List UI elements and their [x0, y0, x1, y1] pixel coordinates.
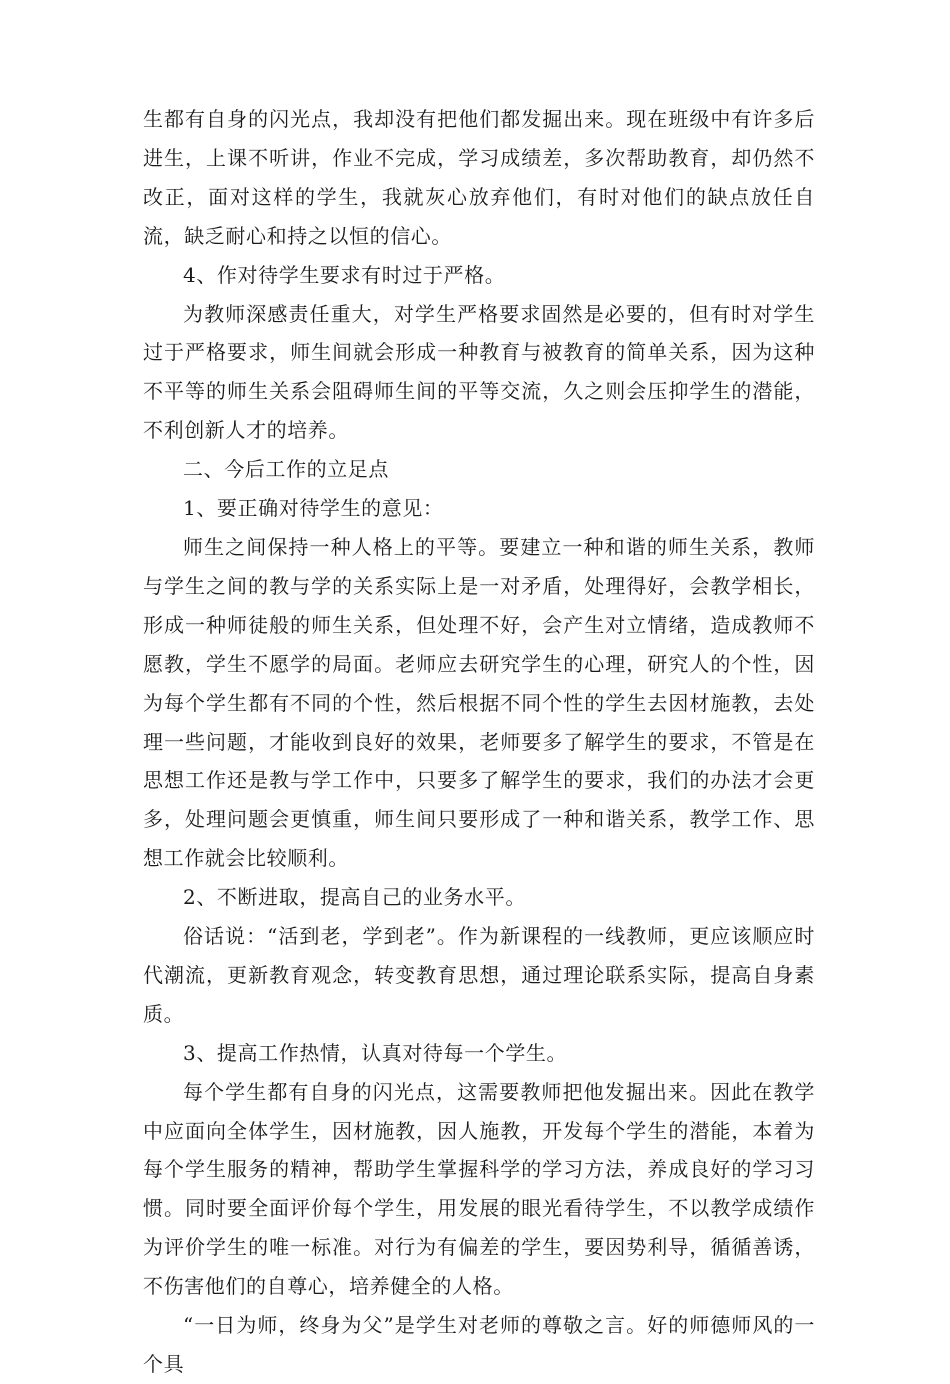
paragraph-teacher-ethics: “一日为师，终身为父”是学生对老师的尊敬之言。好的师德师风的一个具 [143, 1313, 815, 1376]
paragraph-lifelong-learning: 俗话说：“活到老，学到老”。作为新课程的一线教师，更应该顺应时代潮流，更新教育观念，转变教育思想，通过理论联系实际，提高自身素质。 [143, 924, 815, 1026]
section-heading-future-work: 二、今后工作的立足点 [183, 457, 389, 482]
document-body [143, 100, 815, 1384]
paragraph-teacher-student-equality: 师生之间保持一种人格上的平等。要建立一种和谐的师生关系，教师与学生之间的教与学的关系实际上是一对矛盾，处理得好，会教学相长，形成一种师徒般的师生关系，但处理不好，会产生对立情绪，造成教师不愿教，学生不愿学的局面。老师应去研究学生的心理，研究人的个性，因为每个学生都有不同的个性，然后根据不同个性的学生去因材施教，去处理一些问题，才能收到良好的效果，老师要多了解学生的要求，不管是在思想工作还是教与学工作中，只要多了解学生的要求，我们的办法才会更多，处理问题会更慎重，师生间只要形成了一种和谐关系，教学工作、思想工作就会比较顺利。 [143, 534, 815, 871]
point-heading-3: 3、提高工作热情，认真对待每一个学生。 [183, 1040, 568, 1065]
paragraph-every-student: 每个学生都有自身的闪光点，这需要教师把他发掘出来。因此在教学中应面向全体学生，因材施教，因人施教，开发每个学生的潜能，本着为每个学生服务的精神，帮助学生掌握科学的学习方法，养成良好的学习习惯。同时要全面评价每个学生，用发展的眼光看待学生，不以教学成绩作为评价学生的唯一标准。对行为有偏差的学生，要因势利导，循循善诱，不伤害他们的自尊心，培养健全的人格。 [143, 1079, 815, 1299]
paragraph-strict-requirements: 为教师深感责任重大，对学生严格要求固然是必要的，但有时对学生过于严格要求，师生间就会形成一种教育与被教育的简单关系，因为这种不平等的师生关系会阻碍师生间的平等交流，久之则会压抑学生的潜能，不利创新人才的培养。 [143, 301, 815, 443]
point-heading-2: 2、不断进取，提高自己的业务水平。 [183, 885, 526, 910]
point-heading-4: 4、作对待学生要求有时过于严格。 [183, 262, 506, 287]
point-heading-1: 1、要正确对待学生的意见： [183, 496, 444, 521]
paragraph-continuation: 生都有自身的闪光点，我却没有把他们都发掘出来。现在班级中有许多后进生，上课不听讲，作业不完成，学习成绩差，多次帮助教育，却仍然不改正，面对这样的学生，我就灰心放弃他们，有时对他们的缺点放任自流，缺乏耐心和持之以恒的信心。 [143, 107, 815, 248]
